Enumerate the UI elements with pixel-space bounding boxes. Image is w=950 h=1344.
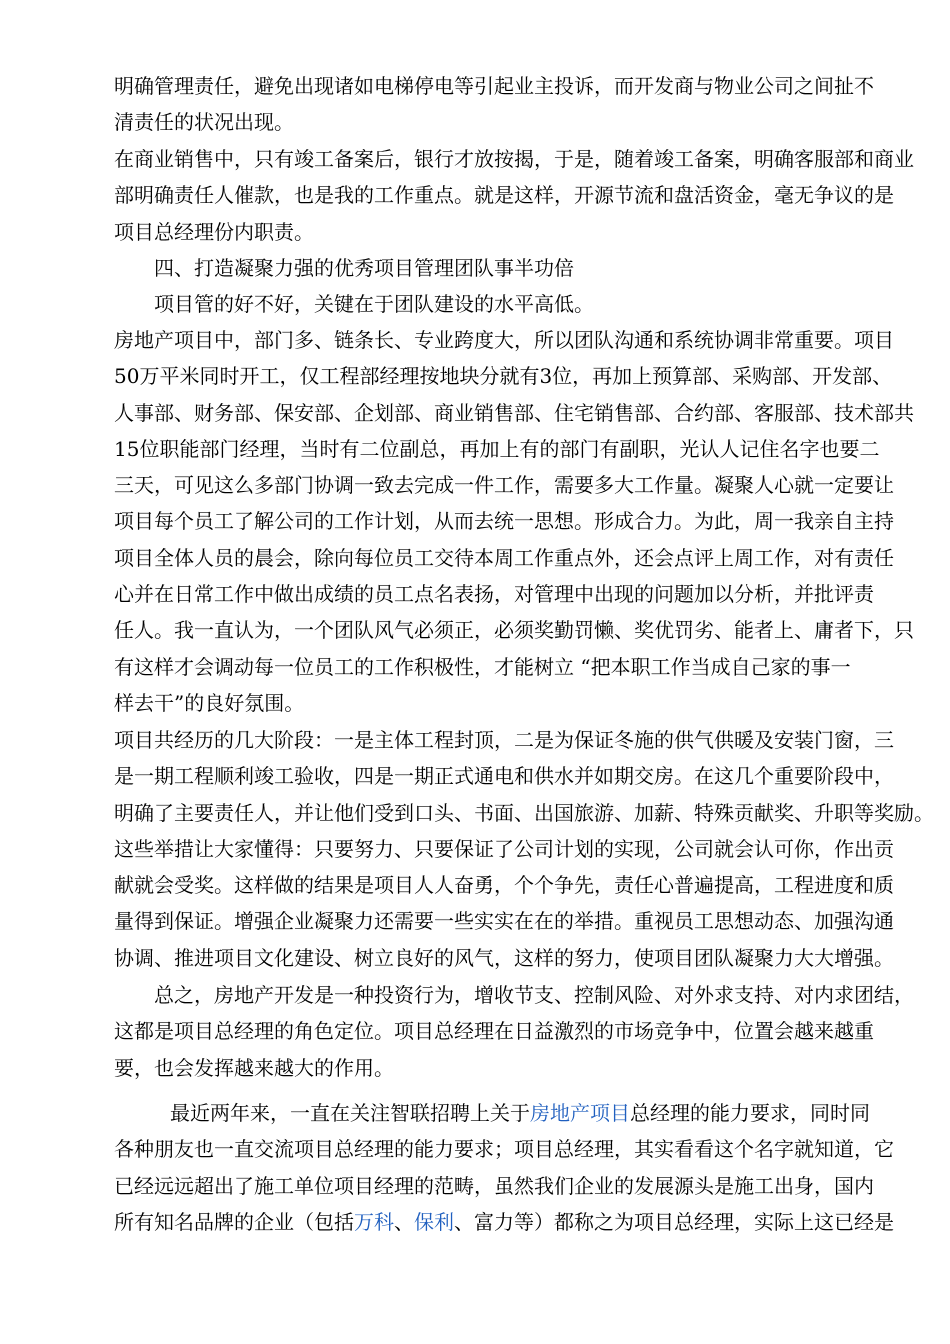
paragraph-5 (114, 722, 934, 976)
text-run: 富力等）都称之为项目总经理，实际上这已经是 (474, 1209, 894, 1234)
text-line: 人事部、财务部、保安部、企划部、商业销售部、住宅销售部、合约部、客服部、技术部共 (114, 400, 914, 425)
vanke-link[interactable]: 万科 (354, 1209, 394, 1234)
text-line: 在商业销售中，只有竣工备案后，银行才放按揭，于是，随着竣工备案，明确客服部和商业 (114, 147, 914, 171)
text-line: 心并在日常工作中做出成绩的员工点名表扬，对管理中出现的问题加以分析，并批评责 (114, 582, 874, 607)
text-line: 各种朋友也一直交流项目总经理的能力要求；项目总经理，其实看看这个名字就知道，它 (114, 1137, 894, 1162)
text-line: 任人。我一直认为，一个团队风气必须正，必须奖勤罚懒、奖优罚劣、能者上、庸者下，只 (114, 618, 914, 643)
text-line: 三天，可见这么多部门协调一致去完成一件工作，需要多大工作量。凝聚人心就一定要让 (114, 473, 894, 498)
text-line: 献就会受奖。这样做的结果是项目人人奋勇，个个争先，责任心普遍提高，工程进度和质 (114, 873, 894, 898)
text-line: 部明确责任人催款，也是我的工作重点。就是这样，开源节流和盘活资金，毫无争议的是 (114, 183, 894, 208)
text-line: 这些举措让大家懂得：只要努力、只要保证了公司计划的实现，公司就会认可你，作出贡 (114, 836, 894, 861)
text-line: 15位职能部门经理，当时有二位副总，再加上有的部门有副职，光认人记住名字也要二 (114, 436, 880, 461)
heading-line: 四、打造凝聚力强的优秀项目管理团队事半功倍 (154, 256, 574, 280)
text-line: 房地产项目中，部门多、链条长、专业跨度大，所以团队沟通和系统协调非常重要。项目 (114, 328, 894, 352)
text-line: 是一期工程顺利竣工验收，四是一期正式通电和供水并如期交房。在这几个重要阶段中， (114, 764, 894, 789)
text-line: 项目共经历的几大阶段：一是主体工程封顶，二是为保证冬施的供气供暖及安装门窗，三 (114, 728, 894, 752)
paragraph-1 (114, 68, 874, 141)
paragraph-2 (114, 141, 914, 250)
text-line: 50万平米同时开工，仅工程部经理按地块分就有3位，再加上预算部、采购部、开发部、 (114, 364, 893, 389)
text-line: 要，也会发挥越来越大的作用。 (114, 1055, 394, 1080)
poly-link[interactable]: 保利 (414, 1209, 454, 1234)
text-line: 明确管理责任，避免出现诸如电梯停电等引起业主投诉，而开发商与物业公司之间扯不 (114, 74, 874, 98)
text-line: 样去干”的良好氛围。 (114, 690, 305, 715)
text-run: 所有知名品牌的企业（包括 (114, 1209, 354, 1234)
paragraph-7 (114, 1095, 894, 1240)
paragraph-6 (114, 977, 914, 1086)
text-line: 有这样才会调动每一位员工的工作积极性，才能树立 “把本职工作当成自己家的事一 (114, 654, 851, 679)
text-run: 最近两年来，一直在关注智联招聘上关于 (170, 1101, 530, 1125)
text-line: 量得到保证。增强企业凝聚力还需要一些实实在在的举措。重视员工思想动态、加强沟通 (114, 909, 894, 934)
text-line: 协调、推进项目文化建设、树立良好的风气，这样的努力，使项目团队凝聚力大大增强。 (114, 945, 894, 970)
text-line: 项目每个员工了解公司的工作计划，从而去统一思想。形成合力。为此，周一我亲自主持 (114, 509, 894, 534)
text-run: 总经理的能力要求，同时同 (630, 1101, 870, 1125)
section-heading (154, 250, 840, 286)
text-line: 这都是项目总经理的角色定位。项目总经理在日益激烈的市场竞争中，位置会越来越重 (114, 1019, 874, 1044)
text-line: 项目全体人员的晨会，除向每位员工交待本周工作重点外，还会点评上周工作，对有责任 (114, 545, 894, 570)
text-line: 明确了主要责任人，并让他们受到口头、书面、出国旅游、加薪、特殊贡献奖、升职等奖励。 (114, 800, 934, 825)
text-line (114, 1095, 870, 1131)
paragraph-3 (154, 286, 840, 322)
text-line (114, 1204, 894, 1240)
real-estate-project-link[interactable]: 房地产项目 (530, 1101, 630, 1125)
paragraph-4 (114, 322, 914, 721)
text-line: 已经远远超出了施工单位项目经理的范畴，虽然我们企业的发展源头是施工出身，国内 (114, 1173, 874, 1198)
text-line: 清责任的状况出现。 (114, 110, 294, 135)
text-line: 项目管的好不好，关键在于团队建设的水平高低。 (154, 292, 594, 316)
text-line: 总之，房地产开发是一种投资行为，增收节支、控制风险、对外求支持、对内求团结， (154, 983, 914, 1007)
text-line: 项目总经理份内职责。 (114, 219, 314, 244)
text-run: 、 (454, 1209, 474, 1234)
text-run: 、 (394, 1209, 414, 1234)
